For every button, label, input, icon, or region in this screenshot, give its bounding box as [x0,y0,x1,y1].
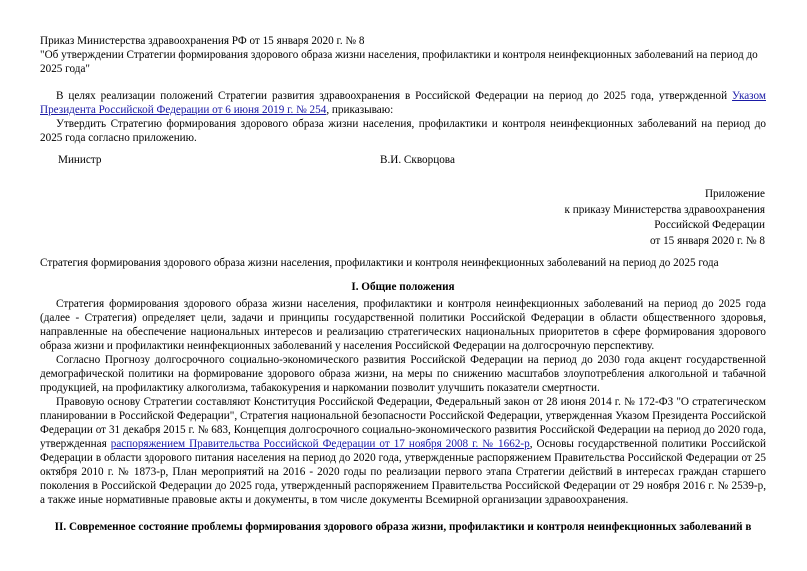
order-subject: "Об утверждении Стратегии формирования здорового образа жизни населения, профилактики и контроля неинфекционных заболеваний на период до 2025 года" [40,49,758,75]
appendix-line-4: от 15 января 2020 г. № 8 [649,234,765,247]
section-2-heading: II. Современное состояние проблемы формирования здорового образа жизни, профилактики и контроля неинфекционных заболеваний в [54,521,752,533]
section-1-paragraph-1: Стратегия формирования здорового образа жизни населения, профилактики и контроля неинфекционных заболеваний на период до 2025 года (далее - Стратегия) определяет цели, задачи и принципы государственной политики Российской Федерации в области общественного здоровья, направленные на обеспечение национальных интересов и реализацию стратегических национальных приоритетов в сфере формирования здорового образа жизни и профилактики неинфекционных заболеваний у населения Российской Федерации на долгосрочную перспективу. [40,298,766,352]
section-1-body [40,297,766,507]
appendix-line-1: Приложение [704,188,765,200]
appendix-block [480,187,765,249]
order-header [40,34,766,76]
section-1-paragraph-3 [40,395,766,507]
section-1-heading: I. Общие положения [351,281,455,293]
intro-paragraph-1 [40,89,766,117]
appendix-line-3: Российской Федерации [654,219,765,231]
strategy-title: Стратегия формирования здорового образа жизни населения, профилактики и контроля неинфекционных заболеваний на период до 2025 года [40,257,719,269]
order-title: Приказ Министерства здравоохранения РФ от 15 января 2020 г. № 8 [40,35,365,47]
decree-link[interactable]: Указом Президента Российской Федерации от 6 июня 2019 г. № 254 [40,90,766,116]
section-1-p3-text: Правовую основу Стратегии составляют Конституция Российской Федерации, Федеральный закон от 28 июня 2014 г. № 172-ФЗ "О стратегическом планировании в Российской Федерации", Стратегия национальной безопасности Российской Федерации, утвержденная Указом Президента Российской Федерации от 31 декабря 2015 г. № 683, Концепция долгосрочного социально-экономического развития Российской Федерации на период до 2020 года, утвержденная [40,396,766,450]
order-intro [40,89,766,145]
section-1-p3-text-end: , Основы государственной политики Российской Федерации в области здорового питания населения на период до 2020 года, утвержденные распоряжением Правительства Российской Федерации от 25 октября 2010 г. № 1873-р, План мероприятий на 2016 - 2020 годы по реализации первого этапа Стратегии действий в интересах граждан старшего поколения в Российской Федерации до 2025 года, утвержденный распоряжением Правительства Российской Федерации от 29 ноября 2016 г. № 2539-р, а также иные нормативные правовые акты и документы, в том числе документы Всемирной организации здравоохранения. [40,438,767,506]
intro-paragraph-2: Утвердить Стратегию формирования здорового образа жизни населения, профилактики и контроля неинфекционных заболеваний на период до 2025 года согласно приложению. [40,118,766,144]
appendix-line-2: к приказу Министерства здравоохранения [564,203,765,216]
intro-text: В целях реализации положений Стратегии развития здравоохранения в Российской Федерации на период до 2025 года, утвержденной [56,90,733,102]
section-1-paragraph-2: Согласно Прогнозу долгосрочного социально-экономического развития Российской Федерации на период до 2030 года акцент государственной демографической политики на формирование здорового образа жизни, на меры по снижению масштабов злоупотребления алкогольной и табачной продукцией, на профилактику алкоголизма, табакокурения и наркомании позволит улучшить показатели смертности. [40,354,766,394]
signature-name: В.И. Скворцова [380,154,455,166]
government-order-link[interactable]: распоряжением Правительства Российской Федерации от 17 ноября 2008 г. № 1662-р [110,438,530,450]
intro-text-end: , приказываю: [326,104,394,116]
signature-position: Министр [58,154,102,166]
